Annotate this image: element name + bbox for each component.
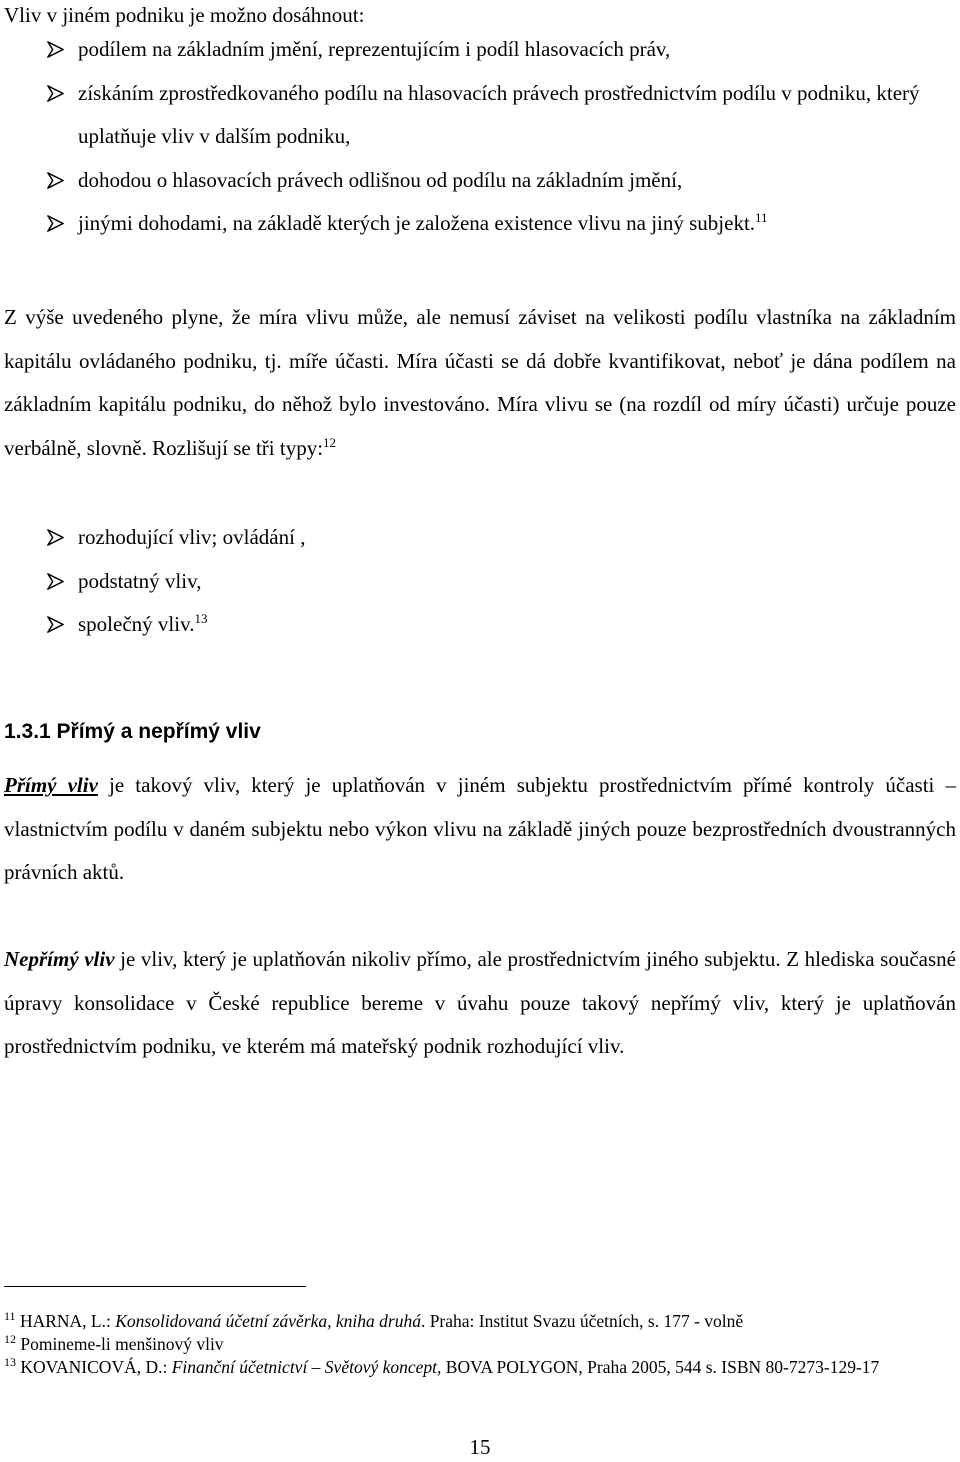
list-item [0, 202, 960, 246]
list-item-text: společný vliv. [78, 612, 195, 636]
arrowhead-bullet-icon [46, 40, 65, 59]
footnote-title: Finanční účetnictví – Světový koncept, [171, 1357, 442, 1377]
bullet-list-influence-means [0, 28, 960, 246]
list-item-text: jinými dohodami, na základě kterých je založena existence vlivu na jiný subjekt. [78, 211, 756, 235]
paragraph-text: je vliv, který je uplatňován nikoliv přímo, ale prostřednictvím jiného subjektu. Z hlediska současné úpravy konsolidace v České republice bereme v úvahu pouze takový nepřímý vliv, který je uplatňován prostřednictvím podniku, ve kterém má mateřský podnik rozhodující vliv. [4, 947, 956, 1058]
page-number: 15 [469, 1435, 491, 1459]
paragraph-direct-influence [4, 764, 956, 895]
footnote-ref-12: 12 [323, 434, 337, 450]
footnote-title: Konsolidovaná účetní závěrka, kniha druhá [115, 1311, 421, 1331]
list-item-text: podílem na základním jmění, reprezentujícím i podíl hlasovacích práv, [78, 37, 671, 61]
footnote-author: HARNA, L.: [19, 1311, 116, 1331]
footnote-rest: . Praha: Institut Svazu účetních, s. 177 - volně [420, 1311, 744, 1331]
list-item [0, 516, 960, 560]
footnote-number: 12 [4, 1332, 16, 1347]
list-item [0, 159, 960, 203]
arrowhead-bullet-icon [46, 572, 65, 591]
intro-text: Vliv v jiném podniku je možno dosáhnout: [4, 3, 365, 27]
list-item [0, 72, 960, 159]
footnote-author: KOVANICOVÁ, D.: [20, 1357, 172, 1377]
list-item [0, 603, 960, 647]
arrowhead-bullet-icon [46, 214, 65, 233]
footnote-separator [4, 1286, 306, 1287]
list-item-text: získáním zprostředkovaného podílu na hlasovacích právech prostřednictvím podílu v podniku, který uplatňuje vliv v dalším podniku, [78, 80, 920, 148]
section-heading: 1.3.1 Přímý a nepřímý vliv [4, 720, 261, 743]
footnote-ref-11: 11 [755, 210, 768, 225]
footnote-rest: BOVA POLYGON, Praha 2005, 544 s. ISBN 80-7273-129-17 [441, 1357, 880, 1377]
list-item [0, 560, 960, 604]
paragraph-text: Z výše uvedeného plyne, že míra vlivu může, ale nemusí záviset na velikosti podílu vlastníka na základním kapitálu ovládaného podniku, tj. míře účasti. Míra účasti se dá dobře kvantifikovat, neboť je dána podílem na základním kapitálu podniku, do něhož bylo investováno. Míra vlivu se (na rozdíl od míry účasti) určuje pouze verbálně, slovně. Rozlišují se tři typy: [4, 305, 956, 460]
footnotes [4, 1310, 956, 1379]
footnote-number: 11 [4, 1309, 16, 1324]
list-item-text: dohodou o hlasovacích právech odlišnou od podílu na základním jmění, [78, 167, 683, 192]
footnote-author: Pomineme-li menšinový vliv [20, 1334, 224, 1354]
footnote-13 [4, 1356, 956, 1379]
term-direct-influence: Přímý vliv [4, 773, 98, 797]
paragraph-text: je takový vliv, který je uplatňován v jiném subjektu prostřednictvím přímé kontroly účasti – vlastnictvím podílu v daném subjektu nebo výkon vlivu na základě jiných pouze bezprostředních dvoustranných právních aktů. [4, 773, 956, 884]
footnote-ref-13: 13 [194, 611, 208, 626]
footnote-11 [4, 1310, 956, 1333]
list-item-text: rozhodující vliv; ovládání , [78, 525, 306, 549]
arrowhead-bullet-icon [46, 84, 65, 103]
arrowhead-bullet-icon [46, 615, 65, 634]
term-indirect-influence: Nepřímý vliv [4, 947, 115, 971]
footnote-number: 13 [4, 1355, 16, 1370]
footnote-12 [4, 1333, 956, 1356]
arrowhead-bullet-icon [46, 171, 65, 190]
list-item-text: podstatný vliv, [78, 568, 202, 593]
arrowhead-bullet-icon [46, 528, 65, 547]
paragraph-indirect-influence [4, 938, 956, 1069]
paragraph-influence-measure [4, 296, 956, 470]
list-item [0, 28, 960, 72]
bullet-list-influence-types [0, 516, 960, 647]
